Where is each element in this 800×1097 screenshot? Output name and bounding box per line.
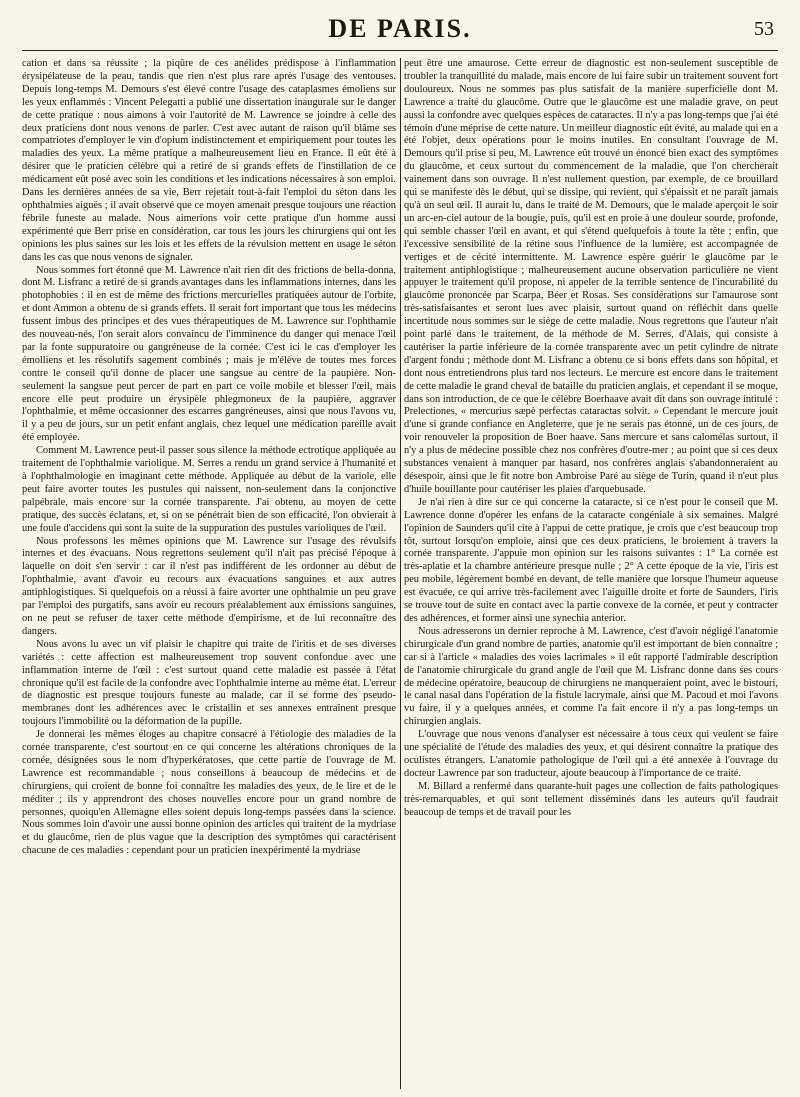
column-divider [400,58,401,1089]
paragraph: M. Billard a renfermé dans quarante-huit pages une collection de faits pathologiques très-remarquables, et qui sont tellement disséminés dans les auteurs qu'il faudrait beaucoup de temps et de travail pour les [404,780,778,818]
paragraph: Nous avons lu avec un vif plaisir le chapitre qui traite de l'iritis et de ses diverses variétés : cette affection est malheureusement trop souvent confondue avec une inflammation interne de l'œil : c'est surtout quand cette maladie est passée à l'état chronique qu'il est facile de la confondre avec l'ophthalmie interne au même état. L'erreur de diagnostic est presque toujours funeste au malade, car il se forme des pseudo-membranes dont les adhérences avec le cristallin et ses annexes entraînent presque toujours l'immobilité ou la déformation de la pupille. [22,638,396,728]
text-columns [22,58,778,1089]
paragraph: Nous professons les mêmes opinions que M. Lawrence sur l'usage des révulsifs internes et des évacuans. Nous regrettons seulement qu'il n'ait pas précisé l'époque à laquelle on doit s'en servir : car il n'est pas indifférent de les ordonner au début de l'ophthalmie, avant d'avoir eu recours aux évacuations sanguines et aux autres antiphlogistiques. Si quelquefois on a réussi à faire avorter une ophthalmie un peu grave par l'emploi des purgatifs, sans avoir eu recours préalablement aux émissions sanguines, on ne peut se refuser de taxer cette méthode d'empirisme, et de lui reconnaître des dangers. [22,535,396,637]
paragraph: Nous adresserons un dernier reproche à M. Lawrence, c'est d'avoir négligé l'anatomie chirurgicale d'un grand nombre de parties, anatomie qu'il est important de bien connaître ; car si à l'article « maladies des voies lacrimales » il eût rapporté l'admirable description de l'anatomie chirurgicale du grand angle de l'œil que M. Lisfranc donne dans ses cours de médecine opératoire, beaucoup de chirurgiens ne manqueraient point, avec le bistouri, le canal nasal dans l'opération de la fistule lacrymale, ainsi que M. Pacoud et moi l'avons vu faire, il y a quelques années, et comme l'a fait encore il n'y a pas long-temps un chirurgien anglais. [404,625,778,728]
paragraph: Je n'ai rien à dire sur ce qui concerne la cataracte, si ce n'est pour le conseil que M. Lawrence donne d'opérer les enfans de la cataracte congéniale à six semaines. Malgré l'opinion de Saunders qu'il cite à l'appui de cette pratique, je crois que c'est beaucoup trop tôt, surtout lorsqu'on emploie, ainsi que ces deux praticiens, le broiement à travers la cornée transparente. J'appuie mon opinion sur les raisons suivantes : 1° La cornée est très-aplatie et la chambre antérieure presque nulle ; 2° A cette époque de la vie, l'iris est peu mobile, légèrement bombé en devant, de telle manière que lorsque l'humeur aqueuse est évacuée, ce qui arrive très-facilement avec l'aiguille droite et forte de Saunders, l'iris se trouve tout de suite en contact avec la partie convexe de la cornée, et peut y contracter des adhérences, et former ainsi une synechia anterior. [404,496,778,624]
left-column [22,58,396,1089]
running-title: DE PARIS. [328,14,472,43]
right-column [404,58,778,1089]
paragraph: Nous sommes fort étonné que M. Lawrence n'ait rien dit des frictions de bella-donna, dont M. Lisfranc a retiré de si grands avantages dans les inflammations internes, dans les photophobies : il en est de même des frictions mercurielles pratiquées autour de l'orbite, et dont Ammon a obtenu de si grands effets. Il serait fort important que tous les médecins fussent imbus des principes et des vues thérapeutiques de M. Lawrence sur l'ophthamie des nouveau-nés, l'on serait alors convaincu de l'imminence du danger qui menace l'œil par la fonte suppuratoire ou gangréneuse de la cornée. C'est ici le cas d'employer les émolliens et les résolutifs sagement combinés ; mais je m'élève de toutes mes forces contre le conseil qu'il donne de placer une sangsue au centre de la paupière. Non-seulement la sangsue peut percer de part en part ce voile mobile et blesser l'œil, mais encore elle peut produire un érysipèle phlegmoneux de la paupière, aggraver l'ophthalmie, et même occasionner des escarres gangréneuses, ainsi que nous l'avons vu, il y a peu de jours, sur un petit enfant anglais, chez lequel une médication pareille avait été employée. [22,264,396,444]
page-header [22,10,778,51]
paragraph: Je donnerai les mêmes éloges au chapitre consacré à l'étiologie des maladies de la cornée transparente, c'est sourtout en ce qui concerne les altérations chroniques de la cornée, désignées sous le nom d'hyperkératoses, que cette partie de l'ouvrage de M. Lawrence est recommandable ; nous conseillons à beaucoup de médecins et de chirurgiens, qui croient de bonne foi connaître les maladies des yeux, de le lire et de le méditer ; ils y apprendront des choses nouvelles encore pour un grand nombre de personnes, quoiqu'en Allemagne elles soient depuis long-temps passées dans la science. Nous sommes loin d'avoir une aussi bonne opinion des articles qui traitent de la mydriase et du glaucôme, rien de plus vague que la description des symptômes qui caractérisent chacune de ces maladies : cependant pour un praticien inexpérimenté la mydriase [22,729,396,857]
paragraph: peut être une amaurose. Cette erreur de diagnostic est non-seulement susceptible de troubler la tranquillité du malade, mais encore de lui faire subir un traitement souvent fort douloureux. Nous ne sommes pas plus satisfait de la manière superficielle dont M. Lawrence a traité du glaucôme. Outre que le glaucôme est une maladie grave, on peut aussi la confondre avec quelques espèces de cataractes. Il n'y a pas long-temps que j'ai été témoin d'une méprise de cette nature. Un meilleur diagnostic eût évité, au malade qui en a été l'objet, deux opérations pour le moins inutiles. En consultant l'ouvrage de M. Demours qu'il prise si peu, M. Lawrence eût trouvé un énoncé bien exact des symptômes du glaucôme, et ceux surtout du commencement de la maladie, que l'on chercherait vainement dans son ouvrage. Il n'est nullement question, par exemple, de ce brouillard qui se manifeste dès le début, qui se dissipe, qui revient, qui s'épaissit et ne paraît jamais qu'à un seul œil. Il aurait lu, dans le traité de M. Demours, que le malade aperçoit le soir un arc-en-ciel autour de la bougie, puis, qu'il est en proie à une douleur sourde, profonde, qui semble chasser l'œil en avant, et qui s'étend quelquefois à toute la tête ; enfin, que l'excessive sensibilité de la rétine sous l'influence de la lumière, est accompagnée de vertiges et de cécité intermittente. M. Lawrence espère guérir le glaucôme par le traitement antiphlogistique ; malheureusement aucune observation particulière ne vient appuyer le traitement qu'il propose, ni appeler de la terrible sentence de l'incurabilité du glaucôme prononcée par Scarpa, Béer et Rosas. Ses considérations sur l'amaurose sont très-satisfaisantes et seront lues avec plaisir, surtout quand on réfléchit dans quelle incertitude nous sommes sur le siège de cette maladie. Nous regrettons que l'auteur n'ait point parlé dans le traitement, de la méthode de M. Serres, d'Alais, qui consiste à cautériser la partie inférieure de la cornée transparente avec un petit cylindre de nitrate d'argent fondu ; méthode dont M. Lisfranc a obtenu ce si bons effets dans son hôpital, et dont nous entretiendrons plus tard nos lecteurs. Le mercure est encore dans le traitement de cette maladie le grand cheval de bataille du praticien anglais, et cependant il se moque, dans son introduction, de ce que le célèbre Boerhaave avait dit dans son ouvrage intitulé : Prelectiones, « mercurius sæpè perfectas cataractas solvit. » Cependant le mercure jouit d'une si grande confiance en Angleterre, que je ne serais pas étonné, un de ces jours, de voir renouveler la proposition de Boer haave. Sans mercure et sans calomélas surtout, il n'y a plus de médecine possible chez nos confrères d'outre-mer ; au point que si ces deux substances venaient à manquer par hasard, nos confrères anglais s'abandonneraient au désespoir, ainsi que le fit notre bon Ambroise Paré au siège de Turin, quand il n'eut plus d'huile bouillante pour cautériser les plaies d'arquebusade. [404,58,778,495]
paragraph: cation et dans sa réussite ; la piqûre de ces anélides prédispose à l'inflammation érysipélateuse de la peau, tandis que rien n'est plus rare après l'usage des ventouses. Depuis long-temps M. Demours s'est élevé contre l'usage des cataplasmes émoliens sur les yeux enflammés : Vincent Pelegatti a publié une dissertation inaugurale sur le danger de cette pratique : nous aimons à voir l'autorité de M. Lawrence se joindre à celle des deux praticiens dont nous venons de parler. C'est avec autant de raison qu'il blâme ses compatriotes d'employer le vin d'opium indistinctement et empiriquement pour toutes les maladies des yeux. La même pratique a malheureusement lieu en France. Il eût été à désirer que le praticien célèbre qui a retiré de si grands effets de l'instillation de ce médicament eût posé avec soin les conditions et les indications nécessaires à son emploi. Dans les dernières années de sa vie, Berr rejetait tout-à-fait l'emploi du séton dans les ophthalmies aiguës ; il avait observé que ce moyen amenait presque toujours une réaction fébrile funeste au malade. Nous aimerions voir cette pratique d'un homme aussi expérimenté que Berr prise en considération, car tous les jours les chirurgiens qui ont les opinions les plus saines sur les lois et les effets de la révulsion mettent en usage le séton dans les cas que nous venons de signaler. [22,58,396,263]
paragraph: Comment M. Lawrence peut-il passer sous silence la méthode ectrotique appliquée au traitement de l'ophthalmie variolique. M. Serres a rendu un grand service à l'humanité et à l'ophthalmologie en imaginant cette méthode. Appliquée au début de la variole, elle peut faire avorter toutes les pustules qui naissent, non-seulement dans la conjonctive palpébrale, mais encore sur la cornée transparente. J'ai obtenu, au moyen de cette pratique, des succès éclatans, et, si on se pénétrait bien de son efficacité, l'on obvierait à une foule d'accidens qui sont la suite de la suppuration des pustules varioliques de l'œil. [22,445,396,534]
page-number: 53 [754,18,774,40]
paragraph: L'ouvrage que nous venons d'analyser est nécessaire à tous ceux qui veulent se faire une spécialité de l'étude des maladies des yeux, et qui désirent connaître la pratique des oculistes étrangers. L'anatomie pathologique de l'œil qui a été annexée à l'ouvrage du docteur Lawrence par son traducteur, ajoute beaucoup à l'importance de ce traité. [404,729,778,779]
